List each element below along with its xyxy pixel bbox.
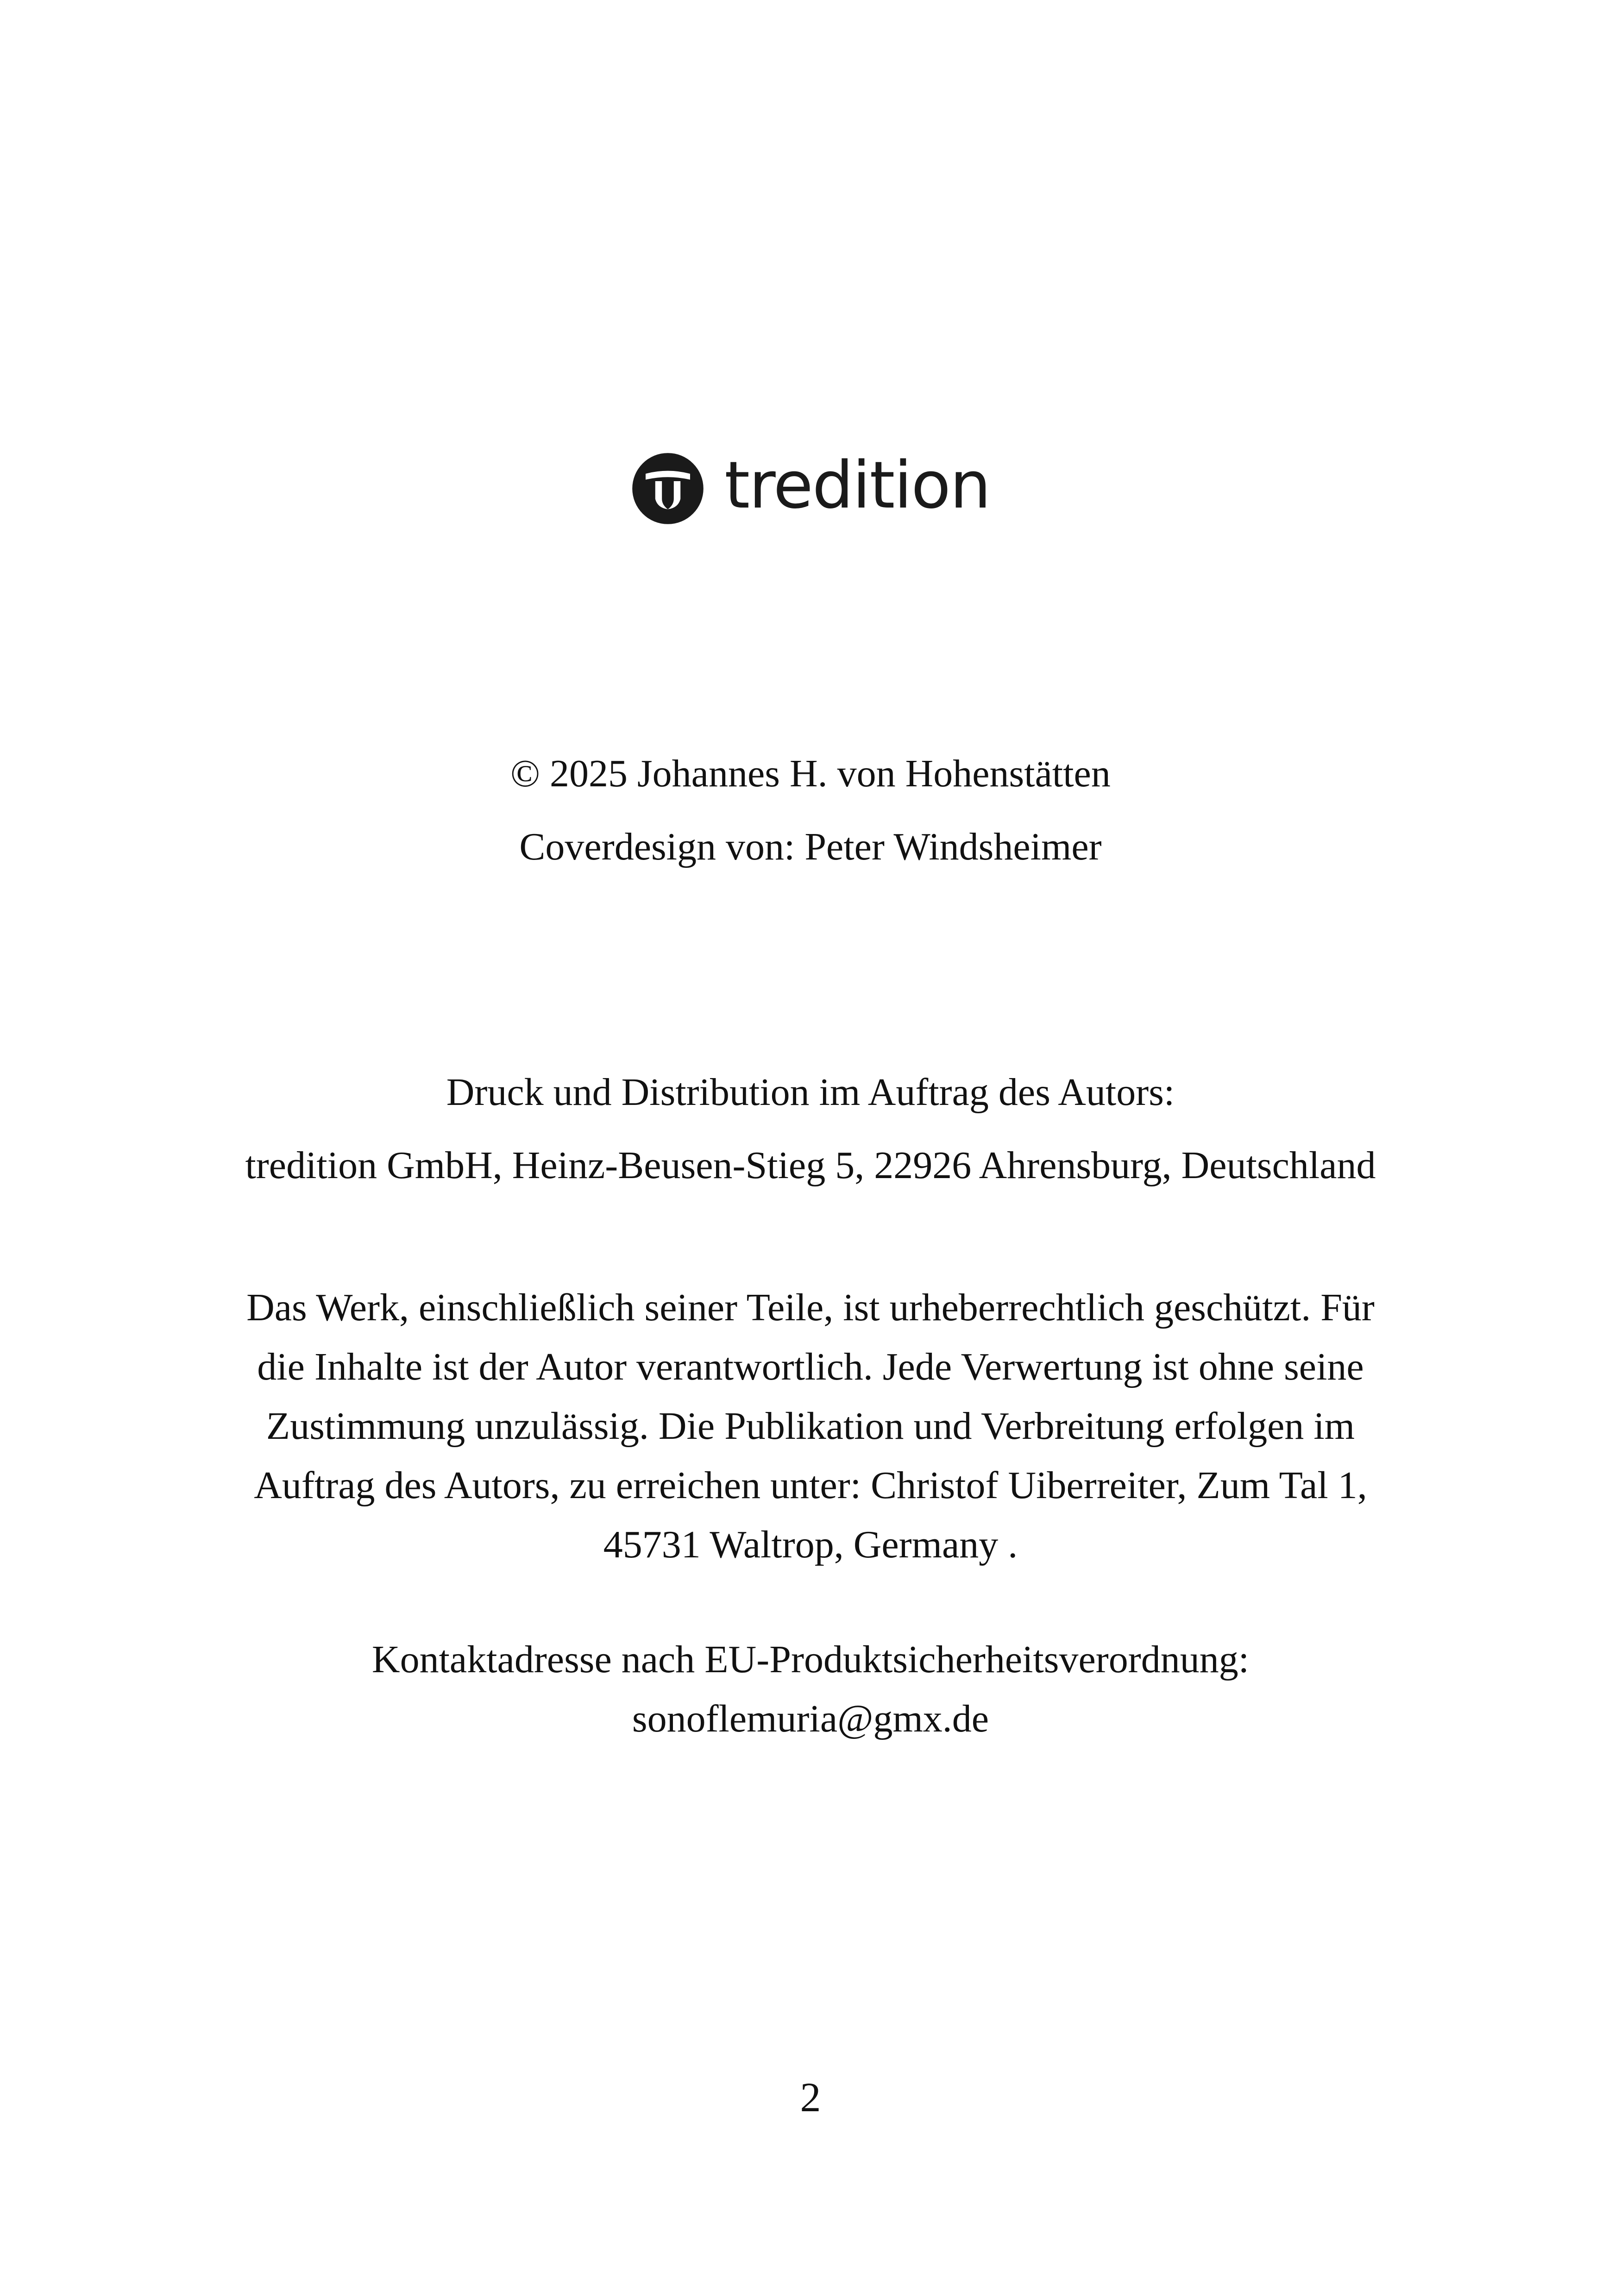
rights-paragraph <box>185 1278 1436 1575</box>
logo-group <box>631 448 990 526</box>
contact-email: sonoflemuria@gmx.de <box>632 1697 989 1740</box>
logo-wordmark: tredition <box>724 448 990 523</box>
rights-line: die Inhalte ist der Autor verantwortlich. Jede Verwertung ist ohne seine <box>257 1345 1364 1388</box>
page-number: 2 <box>800 2075 821 2120</box>
rights-line: Zustimmung unzulässig. Die Publikation und Verbreitung erfolgen im <box>266 1405 1355 1448</box>
publisher-logo <box>0 448 1621 526</box>
print-heading-line: Druck und Distribution im Auftrag des Autors: <box>446 1071 1175 1114</box>
rights-line: Auftrag des Autors, zu erreichen unter: Christof Uiberreiter, Zum Tal 1, <box>254 1464 1367 1507</box>
copyright-block <box>0 737 1621 884</box>
print-distribution-block <box>0 1056 1621 1202</box>
tredition-logo-icon <box>631 452 705 526</box>
rights-line: Das Werk, einschließlich seiner Teile, ist urheberrechtlich geschützt. Für <box>246 1286 1375 1329</box>
contact-block <box>0 1630 1621 1749</box>
cover-design-line: Coverdesign von: Peter Windsheimer <box>519 825 1102 868</box>
contact-heading-line: Kontaktadresse nach EU-Produktsicherheitsverordnung: <box>371 1638 1250 1681</box>
rights-line: 45731 Waltrop, Germany . <box>603 1523 1018 1566</box>
publisher-address-line: tredition GmbH, Heinz-Beusen-Stieg 5, 22926 Ahrensburg, Deutschland <box>245 1144 1376 1187</box>
copyright-line: © 2025 Johannes H. von Hohenstätten <box>510 752 1111 795</box>
